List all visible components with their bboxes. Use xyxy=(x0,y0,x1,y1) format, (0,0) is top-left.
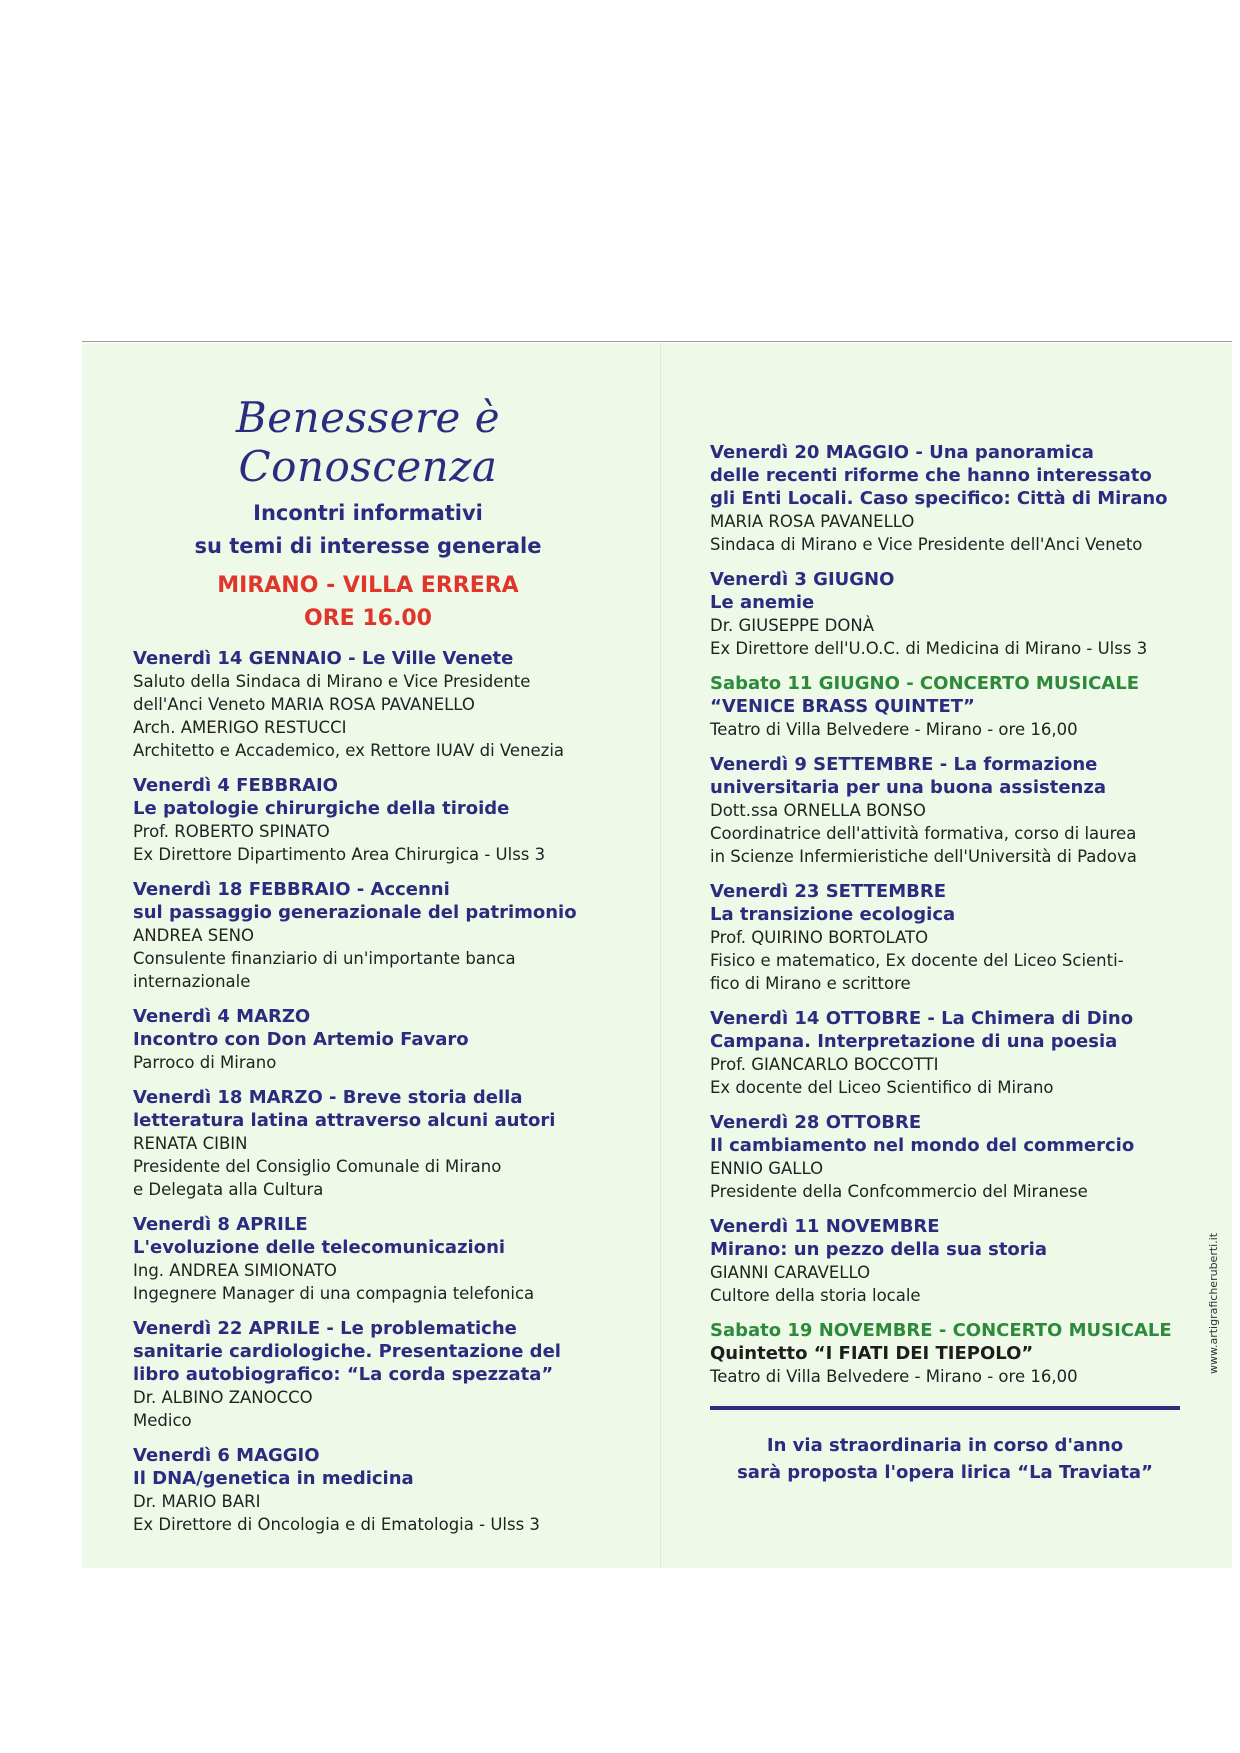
event-line: fico di Mirano e scrittore xyxy=(710,974,911,993)
event-heading: Venerdì 6 MAGGIO xyxy=(133,1445,320,1466)
brand-title: Benessere è Conoscenza xyxy=(235,393,501,491)
event-line: Coordinatrice dell'attività formativa, corso di laurea xyxy=(710,824,1137,843)
event-line: Ex Direttore dell'U.O.C. di Medicina di Mirano - Ulss 3 xyxy=(710,639,1148,658)
event-8-aprile xyxy=(133,1213,603,1305)
event-line: ENNIO GALLO xyxy=(710,1159,824,1178)
event-11-giugno-concerto xyxy=(710,672,1180,741)
event-line: Consulente finanziario di un'importante banca xyxy=(133,949,516,968)
event-line: Teatro di Villa Belvedere - Mirano - ore 16,00 xyxy=(710,720,1078,739)
event-6-maggio xyxy=(133,1444,603,1536)
event-heading: Venerdì 20 MAGGIO - Una panoramica xyxy=(710,442,1094,463)
event-line: Medico xyxy=(133,1411,192,1430)
event-heading: Venerdì 22 APRILE - Le problematiche xyxy=(133,1318,517,1339)
event-line: Presidente della Confcommercio del Miranese xyxy=(710,1182,1088,1201)
closing-line-1: In via straordinaria in corso d'anno xyxy=(766,1435,1124,1456)
event-topic: delle recenti riforme che hanno interessato xyxy=(710,465,1152,486)
event-line: Ex Direttore di Oncologia e di Ematologia - Ulss 3 xyxy=(133,1515,540,1534)
event-line: Prof. GIANCARLO BOCCOTTI xyxy=(710,1055,939,1074)
event-topic: Incontro con Don Artemio Favaro xyxy=(133,1029,469,1050)
event-line: Ex docente del Liceo Scientifico di Mirano xyxy=(710,1078,1054,1097)
divider-rule xyxy=(710,1406,1180,1410)
event-line: Dr. ALBINO ZANOCCO xyxy=(133,1388,313,1407)
event-line: in Scienze Infermieristiche dell'Università di Padova xyxy=(710,847,1137,866)
event-line: MARIA ROSA PAVANELLO xyxy=(710,512,915,531)
event-heading: Venerdì 8 APRILE xyxy=(133,1214,308,1235)
event-heading: Venerdì 4 MARZO xyxy=(133,1006,311,1027)
event-line: Architetto e Accademico, ex Rettore IUAV di Venezia xyxy=(133,741,565,760)
event-line: Dott.ssa ORNELLA BONSO xyxy=(710,801,926,820)
time: ORE 16.00 xyxy=(304,606,432,631)
left-column xyxy=(133,393,603,1536)
event-topic: Quintetto “I FIATI DEI TIEPOLO” xyxy=(710,1343,1034,1364)
event-22-aprile xyxy=(133,1317,603,1432)
event-line: Fisico e matematico, Ex docente del Liceo Scienti- xyxy=(710,951,1124,970)
printer-credit: www.artigraficheruberti.it xyxy=(1207,1232,1220,1374)
event-line: Prof. QUIRINO BORTOLATO xyxy=(710,928,929,947)
event-heading: Venerdì 18 MARZO - Breve storia della xyxy=(133,1087,523,1108)
event-topic: sanitarie cardiologiche. Presentazione del xyxy=(133,1341,561,1362)
event-heading: Venerdì 18 FEBBRAIO - Accenni xyxy=(133,879,450,900)
event-topic: Le patologie chirurgiche della tiroide xyxy=(133,798,510,819)
event-line: Sindaca di Mirano e Vice Presidente dell'Anci Veneto xyxy=(710,535,1143,554)
event-topic: Mirano: un pezzo della sua storia xyxy=(710,1239,1047,1260)
event-line: Saluto della Sindaca di Mirano e Vice Presidente xyxy=(133,672,531,691)
closing-line-2: sarà proposta l'opera lirica “La Traviata” xyxy=(737,1462,1153,1483)
event-line: RENATA CIBIN xyxy=(133,1134,248,1153)
event-28-ottobre xyxy=(710,1111,1180,1203)
event-18-febbraio xyxy=(133,878,603,993)
event-heading: Venerdì 14 GENNAIO - Le Ville Venete xyxy=(133,648,514,669)
event-heading: Venerdì 9 SETTEMBRE - La formazione xyxy=(710,754,1098,775)
event-heading: Venerdì 28 OTTOBRE xyxy=(710,1112,922,1133)
event-line: Ex Direttore Dipartimento Area Chirurgica - Ulss 3 xyxy=(133,845,546,864)
event-topic: Il cambiamento nel mondo del commercio xyxy=(710,1135,1135,1156)
event-line: e Delegata alla Cultura xyxy=(133,1180,324,1199)
event-heading: Venerdì 11 NOVEMBRE xyxy=(710,1216,940,1237)
event-line: dell'Anci Veneto MARIA ROSA PAVANELLO xyxy=(133,695,475,714)
event-line: Presidente del Consiglio Comunale di Mirano xyxy=(133,1157,502,1176)
event-line: Ingegnere Manager di una compagnia telefonica xyxy=(133,1284,535,1303)
event-line: GIANNI CARAVELLO xyxy=(710,1263,871,1282)
event-19-novembre-concerto xyxy=(710,1319,1180,1388)
event-heading: Venerdì 23 SETTEMBRE xyxy=(710,881,947,902)
right-column xyxy=(710,441,1180,1486)
event-heading: Venerdì 14 OTTOBRE - La Chimera di Dino xyxy=(710,1008,1134,1029)
event-line: Dr. GIUSEPPE DONÀ xyxy=(710,616,874,635)
event-topic: universitaria per una buona assistenza xyxy=(710,777,1106,798)
event-topic: sul passaggio generazionale del patrimonio xyxy=(133,902,577,923)
event-line: Arch. AMERIGO RESTUCCI xyxy=(133,718,347,737)
event-topic: La transizione ecologica xyxy=(710,904,956,925)
event-topic: gli Enti Locali. Caso specifico: Città di Mirano xyxy=(710,488,1168,509)
event-line: Ing. ANDREA SIMIONATO xyxy=(133,1261,337,1280)
event-line: ANDREA SENO xyxy=(133,926,254,945)
venue: MIRANO - VILLA ERRERA xyxy=(217,573,519,598)
event-topic: Campana. Interpretazione di una poesia xyxy=(710,1031,1118,1052)
event-topic: Le anemie xyxy=(710,592,815,613)
event-line: Teatro di Villa Belvedere - Mirano - ore 16,00 xyxy=(710,1367,1078,1386)
top-edge-line xyxy=(82,341,1232,342)
event-line: Parroco di Mirano xyxy=(133,1053,277,1072)
event-4-marzo xyxy=(133,1005,603,1074)
event-3-giugno xyxy=(710,568,1180,660)
event-14-ottobre xyxy=(710,1007,1180,1099)
fold-line xyxy=(660,343,661,1568)
event-topic: “VENICE BRASS QUINTET” xyxy=(710,696,975,717)
event-14-gennaio xyxy=(133,647,603,762)
event-18-marzo xyxy=(133,1086,603,1201)
event-11-novembre xyxy=(710,1215,1180,1307)
event-9-settembre xyxy=(710,753,1180,868)
event-heading: Sabato 19 NOVEMBRE - CONCERTO MUSICALE xyxy=(710,1320,1172,1341)
event-line: Prof. ROBERTO SPINATO xyxy=(133,822,330,841)
event-heading: Sabato 11 GIUGNO - CONCERTO MUSICALE xyxy=(710,673,1140,694)
event-line: Cultore della storia locale xyxy=(710,1286,921,1305)
event-line: Dr. MARIO BARI xyxy=(133,1492,261,1511)
event-line: internazionale xyxy=(133,972,251,991)
event-topic: L'evoluzione delle telecomunicazioni xyxy=(133,1237,506,1258)
subtitle-line-2: su temi di interesse generale xyxy=(194,534,542,558)
event-heading: Venerdì 4 FEBBRAIO xyxy=(133,775,338,796)
event-topic: letteratura latina attraverso alcuni autori xyxy=(133,1110,556,1131)
event-20-maggio xyxy=(710,441,1180,556)
event-topic: Il DNA/genetica in medicina xyxy=(133,1468,414,1489)
event-topic: libro autobiografico: “La corda spezzata” xyxy=(133,1364,554,1385)
event-23-settembre xyxy=(710,880,1180,995)
event-heading: Venerdì 3 GIUGNO xyxy=(710,569,895,590)
event-4-febbraio xyxy=(133,774,603,866)
subtitle-line-1: Incontri informativi xyxy=(253,501,483,525)
